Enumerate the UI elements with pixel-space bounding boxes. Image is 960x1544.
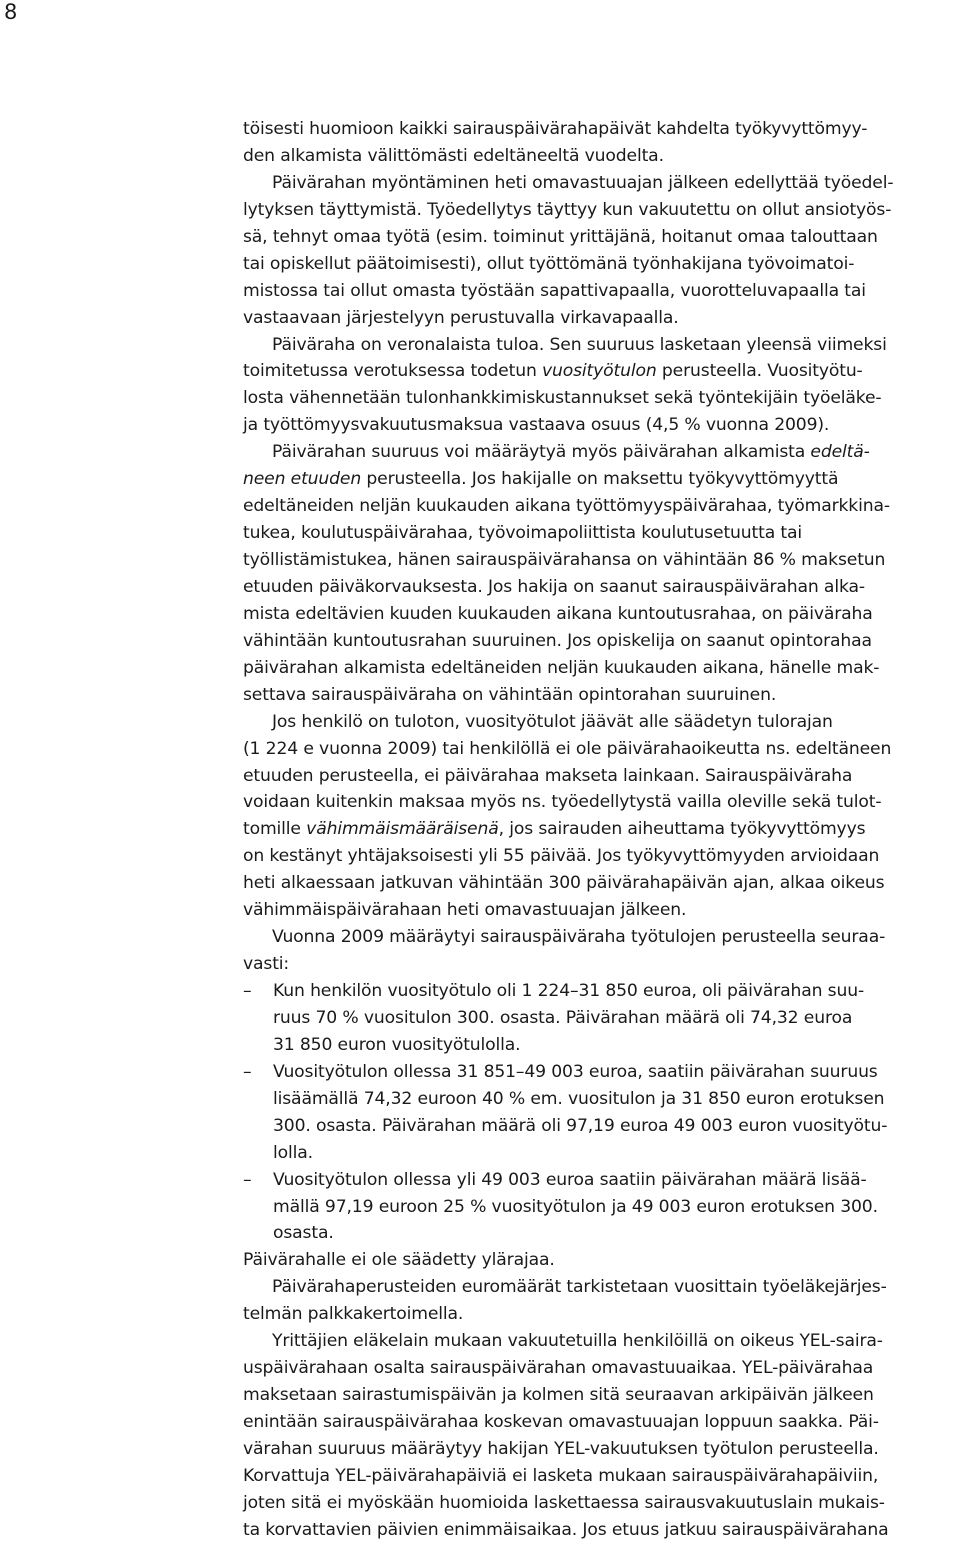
text-line bbox=[243, 1005, 959, 1032]
text-segment: etuuden päiväkorvauksesta. Jos hakija on saanut sairauspäivärahan alka- bbox=[243, 576, 865, 597]
emphasis-text: vähimmäismääräisenä bbox=[306, 819, 499, 840]
text-line bbox=[243, 412, 959, 439]
text-segment: Päivärahan suuruus voi määräytyä myös päivärahan alkamista bbox=[272, 442, 811, 463]
text-line bbox=[243, 1463, 959, 1490]
text-line bbox=[243, 736, 959, 763]
text-segment: Päivärahaperusteiden euromäärät tarkistetaan vuosittain työeläkejärjes- bbox=[272, 1277, 887, 1298]
text-line bbox=[243, 1490, 959, 1517]
text-line bbox=[243, 1382, 959, 1409]
text-segment: Yrittäjien eläkelain mukaan vakuutetuilla henkilöillä on oikeus YEL-saira- bbox=[272, 1331, 883, 1352]
text-segment: tai opiskellut päätoimisesti), ollut työttömänä työnhakijana työvoimatoi- bbox=[243, 253, 855, 274]
text-segment: vastaavaan järjestelyyn perustuvalla virkavapaalla. bbox=[243, 307, 679, 328]
text-segment: toimitetussa verotuksessa todetun bbox=[243, 361, 542, 382]
text-line bbox=[243, 574, 959, 601]
text-line bbox=[243, 1274, 959, 1301]
list-dash: – bbox=[243, 1169, 252, 1190]
text-line bbox=[243, 143, 959, 170]
text-line bbox=[243, 251, 959, 278]
text-segment: lytyksen täyttymistä. Työedellytys täyttyy kun vakuutettu on ollut ansiotyös- bbox=[243, 199, 892, 220]
text-segment: on kestänyt yhtäjaksoisesti yli 55 päivää. Jos työkyvyttömyyden arvioidaan bbox=[243, 846, 880, 867]
text-segment: Korvattuja YEL-päivärahapäiviä ei lasketa mukaan sairauspäivärahapäiviin, bbox=[243, 1465, 879, 1486]
text-line bbox=[243, 763, 959, 790]
emphasis-text: edeltä- bbox=[810, 442, 870, 463]
text-segment: enintään sairauspäivärahaa koskevan omavastuuajan loppuun saakka. Päi- bbox=[243, 1412, 879, 1432]
text-segment: lolla. bbox=[273, 1142, 313, 1163]
text-segment: edeltäneiden neljän kuukauden aikana työttömyyspäivärahaa, työmarkkina- bbox=[243, 496, 890, 517]
text-segment: tukea, koulutuspäivärahaa, työvoimapoliittista koulutusetuutta tai bbox=[243, 523, 802, 544]
text-segment: perusteella. Jos hakijalle on maksettu työkyvyttömyyttä bbox=[361, 469, 839, 490]
text-segment: mista edeltävien kuuden kuukauden aikana kuntoutusrahaa, on päiväraha bbox=[243, 603, 873, 624]
text-line bbox=[243, 870, 959, 897]
text-line bbox=[243, 305, 959, 332]
emphasis-text: vuosityötulon bbox=[542, 361, 657, 382]
text-line bbox=[243, 1113, 959, 1140]
page-number: 8 bbox=[4, 0, 18, 24]
text-segment: voidaan kuitenkin maksaa myös ns. työedellytystä vailla oleville sekä tulot- bbox=[243, 792, 882, 813]
text-segment: lisäämällä 74,32 euroon 40 % em. vuositulon ja 31 850 euron erotuksen bbox=[273, 1088, 885, 1109]
text-segment: joten sitä ei myöskään huomioida laskettaessa sairausvakuutuslain mukais- bbox=[243, 1492, 885, 1513]
text-line bbox=[243, 224, 959, 251]
text-segment: Vuosityötulon ollessa 31 851–49 003 euroa, saatiin päivärahan suuruus bbox=[273, 1061, 878, 1082]
text-line bbox=[243, 1247, 959, 1274]
text-line bbox=[243, 520, 959, 547]
text-line bbox=[243, 116, 959, 143]
text-segment: vähimmäispäivärahaan heti omavastuuajan jälkeen. bbox=[243, 900, 687, 921]
text-segment: mistossa tai ollut omasta työstään sapattivapaalla, vuorotteluvapaalla tai bbox=[243, 280, 866, 301]
text-segment: 300. osasta. Päivärahan määrä oli 97,19 euroa 49 003 euron vuosityötu- bbox=[273, 1115, 888, 1136]
list-item-line bbox=[243, 1167, 959, 1194]
text-line bbox=[243, 332, 959, 359]
text-segment: Jos henkilö on tuloton, vuosityötulot jäävät alle säädetyn tulorajan bbox=[272, 711, 833, 732]
text-segment: mällä 97,19 euroon 25 % vuosityötulon ja 49 003 euron erotuksen 300. bbox=[273, 1196, 878, 1217]
text-line bbox=[243, 628, 959, 655]
text-line bbox=[243, 655, 959, 682]
text-segment: etuuden perusteella, ei päivärahaa makseta lainkaan. Sairauspäiväraha bbox=[243, 765, 853, 786]
text-line bbox=[243, 924, 959, 951]
text-segment: työllistämistukea, hänen sairauspäivärahansa on vähintään 86 % maksetun bbox=[243, 550, 886, 570]
list-dash: – bbox=[243, 1061, 252, 1082]
text-segment: (1 224 e vuonna 2009) tai henkilöllä ei ole päivärahaoikeutta ns. edeltäneen bbox=[243, 738, 892, 759]
text-segment: den alkamista välittömästi edeltäneeltä vuodelta. bbox=[243, 145, 664, 166]
text-segment: osasta. bbox=[273, 1223, 334, 1244]
text-line bbox=[243, 197, 959, 224]
text-line bbox=[243, 1220, 959, 1247]
text-line bbox=[243, 843, 959, 870]
text-line bbox=[243, 547, 959, 574]
text-segment: , jos sairauden aiheuttama työkyvyttömyys bbox=[498, 819, 866, 840]
text-segment: ruus 70 % vuositulon 300. osasta. Päivärahan määrä oli 74,32 euroa bbox=[273, 1007, 853, 1028]
text-line bbox=[243, 439, 959, 466]
text-segment: Kun henkilön vuosityötulo oli 1 224–31 850 euroa, oli päivärahan suu- bbox=[273, 981, 865, 1001]
text-segment: losta vähennetään tulonhankkimiskustannukset sekä työntekijäin työeläke- bbox=[243, 388, 882, 409]
text-segment: ja työttömyysvakuutusmaksua vastaava osuus (4,5 % vuonna 2009). bbox=[243, 415, 830, 436]
text-segment: tomille bbox=[243, 819, 307, 840]
text-line bbox=[243, 1194, 959, 1221]
text-segment: telmän palkkakertoimella. bbox=[243, 1304, 464, 1325]
emphasis-text: neen etuuden bbox=[243, 469, 362, 490]
text-segment: vasti: bbox=[243, 954, 290, 975]
text-line bbox=[243, 1355, 959, 1382]
text-line bbox=[243, 385, 959, 412]
text-line bbox=[243, 1140, 959, 1167]
text-segment: maksetaan sairastumispäivän ja kolmen sitä seuraavan arkipäivän jälkeen bbox=[243, 1385, 874, 1406]
text-line bbox=[243, 816, 959, 843]
list-item-line bbox=[243, 1059, 959, 1086]
text-line bbox=[243, 1032, 959, 1059]
text-segment: töisesti huomioon kaikki sairauspäivärahapäivät kahdelta työkyvyttömyy- bbox=[243, 119, 868, 139]
text-line bbox=[243, 170, 959, 197]
text-segment: ta korvattavien päivien enimmäisaikaa. Jos etuus jatkuu sairauspäivärahana bbox=[243, 1519, 889, 1540]
text-line bbox=[243, 1328, 959, 1355]
text-segment: värahan suuruus määräytyy hakijan YEL-vakuutuksen työtulon perusteella. bbox=[243, 1438, 879, 1459]
text-segment: perusteella. Vuosityötu- bbox=[656, 361, 863, 382]
text-line bbox=[243, 682, 959, 709]
text-line bbox=[243, 601, 959, 628]
text-line bbox=[243, 897, 959, 924]
list-dash: – bbox=[243, 981, 252, 1001]
text-line bbox=[243, 1517, 959, 1544]
text-segment: päivärahan alkamista edeltäneiden neljän kuukauden aikana, hänelle mak- bbox=[243, 657, 880, 678]
list-item-line bbox=[243, 978, 959, 1005]
text-segment: 31 850 euron vuosityötulolla. bbox=[273, 1034, 521, 1055]
text-segment: sä, tehnyt omaa työtä (esim. toiminut yrittäjänä, hoitanut omaa talouttaan bbox=[243, 226, 878, 247]
text-segment: Vuonna 2009 määräytyi sairauspäiväraha työtulojen perusteella seuraa- bbox=[272, 927, 886, 948]
text-segment: Päiväraha on veronalaista tuloa. Sen suuruus lasketaan yleensä viimeksi bbox=[272, 334, 887, 355]
text-line bbox=[243, 278, 959, 305]
text-line bbox=[243, 789, 959, 816]
text-line bbox=[243, 1436, 959, 1463]
text-segment: Päivärahalle ei ole säädetty ylärajaa. bbox=[243, 1250, 555, 1271]
text-line bbox=[243, 709, 959, 736]
text-segment: vähintään kuntoutusrahan suuruinen. Jos opiskelija on saanut opintorahaa bbox=[243, 630, 872, 651]
text-line bbox=[243, 1409, 959, 1436]
text-line bbox=[243, 358, 959, 385]
text-segment: Vuosityötulon ollessa yli 49 003 euroa saatiin päivärahan määrä lisää- bbox=[273, 1169, 867, 1190]
text-segment: Päivärahan myöntäminen heti omavastuuajan jälkeen edellyttää työedel- bbox=[272, 172, 894, 193]
text-segment: settava sairauspäiväraha on vähintään opintorahan suuruinen. bbox=[243, 684, 777, 705]
text-segment: uspäivärahaan osalta sairauspäivärahan omavastuuaikaa. YEL-päivärahaa bbox=[243, 1358, 874, 1379]
text-line bbox=[243, 1301, 959, 1328]
text-segment: heti alkaessaan jatkuvan vähintään 300 päivärahapäivän ajan, alkaa oikeus bbox=[243, 873, 885, 894]
text-line bbox=[243, 951, 959, 978]
body-text bbox=[243, 116, 959, 1544]
text-line bbox=[243, 493, 959, 520]
text-line bbox=[243, 466, 959, 493]
text-line bbox=[243, 1086, 959, 1113]
